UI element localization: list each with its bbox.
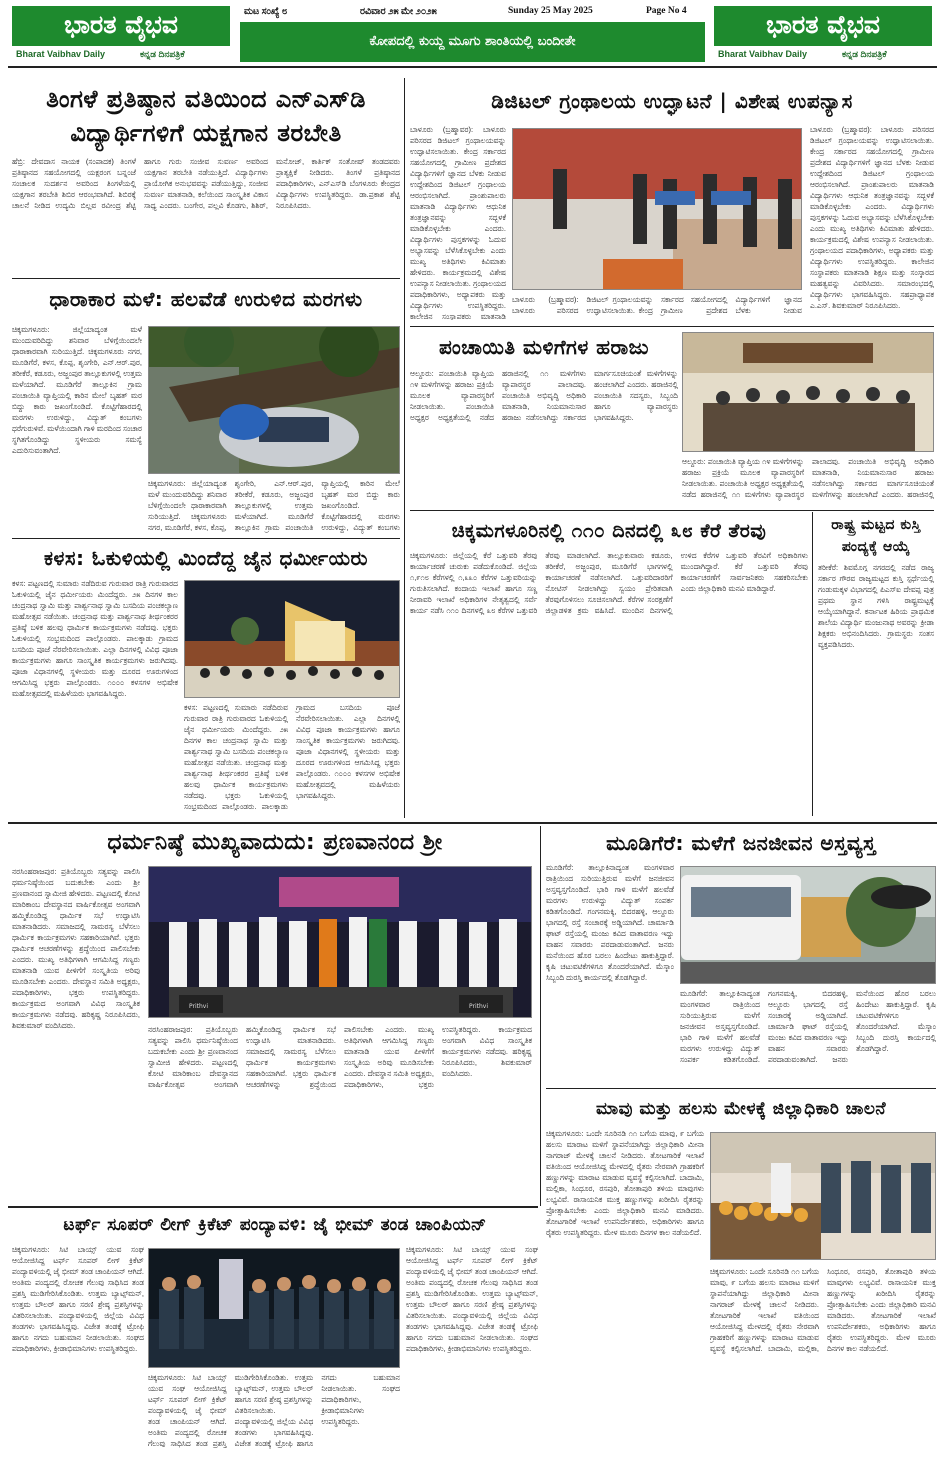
article-mango-cont-text: ಚಿಕ್ಕಮಗಳೂರು: ಒಂದೇ ಸೂರಿನಡಿ ೧೧ ಬಗೆಯ ಮಾವು, ೯ ಬಗೆಯ ಹಲಸು ಮಾರಾಟ ಮಳಿಗೆ ಸ್ಥಾಪನೆಯಾಗಿದ್ದು ಜಿಲ್ಲಾಧಿಕಾರಿ ಮೀನಾ ನಾಗರಾಜ್ ಮೇಳಕ್ಕೆ ಚಾಲನೆ ನೀಡಿದರು. ತೋಟಗಾರಿಕೆ ಇಲಾಖೆ ವತಿಯಿಂದ ಆಯೋಜಿಸಿದ್ದ ಮೇಳದಲ್ಲಿ ರೈತರು ನೇರವಾಗಿ ಗ್ರಾಹಕರಿಗೆ ಹಣ್ಣುಗಳನ್ನು ಮಾರಾಟ ಮಾಡುವ ವ್ಯವಸ್ಥೆ ಕಲ್ಪಿಸಲಾಗಿದೆ. ಬಾದಾಮಿ, ಮಲ್ಲಿಕಾ, ಸಿಂಧೂರ, ರಸಪುರಿ, ತೋತಾಪುರಿ ತಳಿಯ ಮಾವುಗಳು ಲಭ್ಯವಿವೆ. ರಾಸಾಯನಿಕ ಮುಕ್ತ ಹಣ್ಣುಗಳನ್ನು ಖರೀದಿಸಿ ರೈತರನ್ನು ಪ್ರೋತ್ಸಾಹಿಸಬೇಕು ಎಂದು ಜಿಲ್ಲಾಧಿಕಾರಿ ಮನವಿ ಮಾಡಿದರು. ತೋಟಗಾರಿಕೆ ಇಲಾಖೆ ಉಪನಿರ್ದೇಶಕರು, ಅಧಿಕಾರಿಗಳು ಹಾಗೂ ರೈತರು ಉಪಸ್ಥಿತರಿದ್ದರು. ಮೇಳ ಮೂರು ದಿನಗಳ ಕಾಲ ನಡೆಯಲಿದೆ.	[710, 1267, 936, 1353]
shop-auction-image	[683, 333, 934, 452]
column-divider	[812, 512, 813, 816]
headline-wrestling: ರಾಷ್ಟ್ರ ಮಟ್ಟದ ಕುಸ್ತಿ ಪಂದ್ಯಕ್ಕೆ ಆಯ್ಕೆ	[831, 517, 921, 555]
article-cricket-side-text: ಚಿಕ್ಕಮಗಳೂರು: ಸಿಟಿ ಬಾಯ್ಸ್ ಯುವ ಸಂಘ ಆಯೋಜಿಸಿದ್ದ ಟರ್ಫ್ ಸೂಪರ್ ಲೀಗ್ ಕ್ರಿಕೆಟ್ ಪಂದ್ಯಾವಳಿಯಲ್ಲಿ ಜೈ ಭೀಮ್ ತಂಡ ಚಾಂಪಿಯನ್ ಆಗಿದೆ. ಅಂತಿಮ ಪಂದ್ಯದಲ್ಲಿ ರೋಚಕ ಗೆಲುವು ಸಾಧಿಸಿದ ತಂಡ ಪ್ರಶಸ್ತಿ ಮುಡಿಗೇರಿಸಿಕೊಂಡಿತು. ಉತ್ತಮ ಬ್ಯಾಟ್ಸ್‌ಮನ್, ಉತ್ತಮ ಬೌಲರ್ ಹಾಗೂ ಸರಣಿ ಶ್ರೇಷ್ಠ ಪ್ರಶಸ್ತಿಗಳನ್ನು ವಿತರಿಸಲಾಯಿತು. ಪಂದ್ಯಾವಳಿಯಲ್ಲಿ ಜಿಲ್ಲೆಯ ವಿವಿಧ ತಂಡಗಳು ಭಾಗವಹಿಸಿದ್ದವು. ವಿಜೇತ ತಂಡಕ್ಕೆ ಟ್ರೋಫಿ ಹಾಗೂ ನಗದು ಬಹುಮಾನ ನೀಡಲಾಯಿತು. ಸಂಘದ ಪದಾಧಿಕಾರಿಗಳು, ಕ್ರೀಡಾಭಿಮಾನಿಗಳು ಉಪಸ್ಥಿತರಿದ್ದರು.	[406, 1245, 538, 1353]
headline-heavy-rain: ಧಾರಾಕಾರ ಮಳೆ: ಹಲವೆಡೆ ಉರುಳಿದ ಮರಗಳು	[49, 287, 363, 311]
article-divider	[12, 278, 400, 279]
masthead-left	[12, 6, 230, 46]
fallen-tree-photo	[148, 326, 400, 474]
issue-number: ಮಟ ಸಂಖ್ಯೆ ೮	[244, 7, 288, 17]
mango-fair-image	[711, 1133, 936, 1260]
article-mudigere-cont-text: ಮೂಡಿಗೆರೆ: ತಾಲ್ಲೂಕಿನಾದ್ಯಂತ ಮಂಗಳವಾರ ರಾತ್ರಿಯಿಂದ ಸುರಿಯುತ್ತಿರುವ ಮಳೆಗೆ ಜನಜೀವನ ಅಸ್ತವ್ಯಸ್ತಗೊಂಡಿದೆ. ಭಾರಿ ಗಾಳಿ ಮಳೆಗೆ ಹಲವೆಡೆ ಮರಗಳು ಉರುಳಿದ್ದು ವಿದ್ಯುತ್ ಸಂಪರ್ಕ ಕಡಿತಗೊಂಡಿದೆ. ಗಂಗನಮಕ್ಕಿ, ಬಿದರಹಳ್ಳಿ, ಆಲ್ದೂರು ಭಾಗದಲ್ಲಿ ರಸ್ತೆ ಸಂಚಾರಕ್ಕೆ ಅಡ್ಡಿಯಾಗಿದೆ. ಚಾರ್ಮಾಡಿ ಘಾಟ್ ರಸ್ತೆಯಲ್ಲಿ ಮಂಜು ಕವಿದ ವಾತಾವರಣ ಇದ್ದು ವಾಹನ ಸವಾರರು ಪರದಾಡುವಂತಾಗಿದೆ. ಜನರು ಮನೆಯಿಂದ ಹೊರ ಬರಲು ಹಿಂದೇಟು ಹಾಕುತ್ತಿದ್ದಾರೆ. ಕೃಷಿ ಚಟುವಟಿಕೆಗಳಿಗೂ ತೊಂದರೆಯಾಗಿದೆ. ಮೆಸ್ಕಾಂ ಸಿಬ್ಬಂದಿ ದುರಸ್ತಿ ಕಾರ್ಯದಲ್ಲಿ ತೊಡಗಿದ್ದಾರೆ.	[680, 989, 936, 1064]
masthead-title-left: ಭಾರತ ವೈಭವ	[64, 10, 178, 39]
headline-shop-auction: ಪಂಚಾಯಿತಿ ಮಳಿಗೆಗಳ ಹರಾಜು	[439, 335, 649, 359]
article-digital-library-continued	[512, 294, 802, 324]
jain-festival-photo	[184, 580, 400, 698]
headline-cricket: ಟರ್ಫ್ ಸೂಪರ್ ಲೀಗ್ ಕ್ರಿಕೆಟ್ ಪಂದ್ಯಾವಳಿ: ಜೈ ಭೀಮ್ ತಂಡ ಚಾಂಪಿಯನ್	[63, 1215, 487, 1235]
article-wrestling-body: ತರೀಕೆರೆ: ಶಿವಮೊಗ್ಗ ನಗರದಲ್ಲಿ ನಡೆದ ರಾಜ್ಯ ಸರ್ಕಾರ ಗೌರವ ರಾಜ್ಯಮಟ್ಟದ ಕುಸ್ತಿ ಸ್ಪರ್ಧೆಯಲ್ಲಿ ಗಂಡುಮಕ್ಕಳ ವಿಭಾಗದಲ್ಲಿ ಪಿಎಸ್‌ಐ ದೇವಪ್ಪ ಪುತ್ರ ಪ್ರಥಮ ಸ್ಥಾನ ಗಳಿಸಿ ರಾಷ್ಟ್ರಮಟ್ಟಕ್ಕೆ ಆಯ್ಕೆಯಾಗಿದ್ದಾನೆ. ಕರ್ನಾಟಕ ಹಿರಿಯ ಪ್ರಾಥಮಿಕ ಶಾಲೆಯ ವಿದ್ಯಾರ್ಥಿ ಮಂಜುನಾಥ ಅವರನ್ನು ಕ್ರೀಡಾ ಶಿಕ್ಷಕರು ಅಭಿನಂದಿಸಿದರು. ಗ್ರಾಮಸ್ಥರು ಸಂತಸ ವ್ಯಕ್ತಪಡಿಸಿದರು.	[818, 563, 934, 649]
headline-dharma: ಧರ್ಮನಿಷ್ಠೆ ಮುಖ್ಯವಾದುದು: ಪ್ರಣವಾನಂದ ಶ್ರೀ	[107, 830, 443, 855]
article-yakshagana-body: ಹೆಬ್ರಿ: ದೇವದಾಸ ನಾಯಕ (ಸಂಪಾದಕ) ತಿಂಗಳೆ ಪ್ರತಿಷ್ಠಾನದ ಸಹಯೋಗದಲ್ಲಿ ಯಕ್ಷರಂಗ ಬನ್ನಂಜೆ ಸಂಚಾಲಕ ಸುದರ್ಶನ ಅವರಿಂದ ತಿಂಗಳೆಯಲ್ಲಿ ಯಕ್ಷಗಾನ ತರಬೇತಿ ಶಿಬಿರ ಆರಂಭವಾಗಿದೆ. ಶಿಬಿರಕ್ಕೆ ಚಾಲನೆ ನೀಡಿದ ಉದ್ಯಮಿ ಬಿಲ್ಲವ ರವೀಂದ್ರ ಶೆಟ್ಟಿ ಹಾಗೂ ಗುರು ಸಂಜೀವ ಸುವರ್ಣ ಅವರಿಂದ ಯಕ್ಷಗಾನ ತರಬೇತಿ ನಡೆಯುತ್ತಿದೆ. ವಿದ್ಯಾರ್ಥಿಗಳು ಪ್ರಾಯೋಗಿಕ ಅನುಭವವನ್ನು ಪಡೆಯುತ್ತಿದ್ದು, ಸಂಜೀವ ಸುವರ್ಣ ಮಾತನಾಡಿ, ಕಲೆಯಿಂದ ಸಾಂಸ್ಕೃತಿಕ ವಿಕಾಸ ಸಾಧ್ಯ ಎಂದರು. ಬಂಗೇರ, ಪಲ್ಲವಿ ಕೊಡಗು, ಶಿಶಿರ್, ಮನೋಜ್, ಕಾರ್ತಿಕ್ ಸಂತೋಷ್ ತಂಡದವರು ಪ್ರಾತ್ಯಕ್ಷಿಕೆ ನೀಡಿದರು. ತಿಂಗಳೆ ಪ್ರತಿಷ್ಠಾನದ ಪದಾಧಿಕಾರಿಗಳು, ಎನ್‌ಎಸ್‌ಡಿ ಬೆಂಗಳೂರು ಕೇಂದ್ರದ ವಿದ್ಯಾರ್ಥಿಗಳು ಉಪಸ್ಥಿತರಿದ್ದರು. ಡಾ.ಪ್ರಕಾಶ ಶೆಟ್ಟಿ ನಿರೂಪಿಸಿದರು.	[12, 157, 400, 210]
mudigere-rain-photo	[680, 866, 936, 984]
article-cricket-body: ಚಿಕ್ಕಮಗಳೂರು: ಸಿಟಿ ಬಾಯ್ಸ್ ಯುವ ಸಂಘ ಆಯೋಜಿಸಿದ್ದ ಟರ್ಫ್ ಸೂಪರ್ ಲೀಗ್ ಕ್ರಿಕೆಟ್ ಪಂದ್ಯಾವಳಿಯಲ್ಲಿ ಜೈ ಭೀಮ್ ತಂಡ ಚಾಂಪಿಯನ್ ಆಗಿದೆ. ಅಂತಿಮ ಪಂದ್ಯದಲ್ಲಿ ರೋಚಕ ಗೆಲುವು ಸಾಧಿಸಿದ ತಂಡ ಪ್ರಶಸ್ತಿ ಮುಡಿಗೇರಿಸಿಕೊಂಡಿತು. ಉತ್ತಮ ಬ್ಯಾಟ್ಸ್‌ಮನ್, ಉತ್ತಮ ಬೌಲರ್ ಹಾಗೂ ಸರಣಿ ಶ್ರೇಷ್ಠ ಪ್ರಶಸ್ತಿಗಳನ್ನು ವಿತರಿಸಲಾಯಿತು. ಪಂದ್ಯಾವಳಿಯಲ್ಲಿ ಜಿಲ್ಲೆಯ ವಿವಿಧ ತಂಡಗಳು ಭಾಗವಹಿಸಿದ್ದವು. ವಿಜೇತ ತಂಡಕ್ಕೆ ಟ್ರೋಫಿ ಹಾಗೂ ನಗದು ಬಹುಮಾನ ನೀಡಲಾಯಿತು. ಸಂಘದ ಪದಾಧಿಕಾರಿಗಳು, ಕ್ರೀಡಾಭಿಮಾನಿಗಳು ಉಪಸ್ಥಿತರಿದ್ದರು.	[12, 1245, 144, 1353]
article-divider	[410, 326, 934, 327]
headline-digital-library: ಡಿಜಿಟಲ್ ಗ್ರಂಥಾಲಯ ಉದ್ಘಾಟನೆ | ವಿಶೇಷ ಉಪನ್ಯಾಸ	[491, 89, 853, 113]
column-divider	[540, 826, 541, 1206]
headline-jain-festival: ಕಳಸ: ಓಕುಳಿಯಲ್ಲಿ ಮಿಂದೆದ್ದ ಜೈನ ಧರ್ಮೀಯರು	[44, 546, 368, 570]
issue-strip	[240, 4, 705, 20]
article-shop-auction-body: ಆಲ್ದೂರು: ಪಂಚಾಯಿತಿ ವ್ಯಾಪ್ತಿಯ ೧೪ ಮಳಿಗೆಗಳನ್ನು ಹರಾಜು ಪ್ರಕ್ರಿಯೆ ಮೂಲಕ ವ್ಯಾಪಾರಸ್ಥರಿಗೆ ನೀಡಲಾಯಿತು. ಪಂಚಾಯಿತಿ ಅಧ್ಯಕ್ಷರ ಅಧ್ಯಕ್ಷತೆಯಲ್ಲಿ ನಡೆದ ಹರಾಜಿನಲ್ಲಿ ೧೧ ಮಳಿಗೆಗಳು ವ್ಯಾಪಾರಸ್ಥರ ಪಾಲಾದವು. ಪಂಚಾಯಿತಿ ಅಭಿವೃದ್ಧಿ ಅಧಿಕಾರಿ ಮಾತನಾಡಿ, ನಿಯಮಾನುಸಾರ ಹರಾಜು ನಡೆಸಲಾಗಿದ್ದು ಸರ್ಕಾರದ ಮಾರ್ಗಸೂಚಿಯಂತೆ ಮಳಿಗೆಗಳನ್ನು ಹಂಚಲಾಗಿದೆ ಎಂದರು. ಹರಾಜಿನಲ್ಲಿ ಪಂಚಾಯಿತಿ ಸದಸ್ಯರು, ಸಿಬ್ಬಂದಿ ಹಾಗೂ ವ್ಯಾಪಾರಸ್ಥರು ಭಾಗವಹಿಸಿದ್ದರು.	[410, 369, 678, 422]
article-dharma-body: ನರಸಿಂಹರಾಜಪುರ: ಪ್ರತಿಯೊಬ್ಬರು ಸತ್ಯವನ್ನು ಪಾಲಿಸಿ ಧರ್ಮನಿಷ್ಠೆಯಿಂದ ಬದುಕಬೇಕು ಎಂದು ಶ್ರೀ ಪ್ರಣವಾನಂದ ಸ್ವಾಮೀಜಿ ಹೇಳಿದರು. ಪಟ್ಟಣದಲ್ಲಿ ಕೋಟಿ ಮಾರಿಕಾಂಬ ದೇವಸ್ಥಾನದ ವಾರ್ಷಿಕೋತ್ಸವ ಅಂಗವಾಗಿ ಹಮ್ಮಿಕೊಂಡಿದ್ದ ಧಾರ್ಮಿಕ ಸಭೆ ಉದ್ಘಾಟಿಸಿ ಮಾತನಾಡಿದರು. ಸಮಾಜದಲ್ಲಿ ಸಾಮರಸ್ಯ ಬೆಳೆಸಲು ಧಾರ್ಮಿಕ ಕಾರ್ಯಕ್ರಮಗಳು ಸಹಕಾರಿಯಾಗಿವೆ. ಭಕ್ತರು ಧಾರ್ಮಿಕ ಆಚರಣೆಗಳನ್ನು ಶ್ರದ್ಧೆಯಿಂದ ಪಾಲಿಸಬೇಕು ಎಂದರು. ಮುಖ್ಯ ಅತಿಥಿಗಳಾಗಿ ಆಗಮಿಸಿದ್ದ ಗಣ್ಯರು ಮಾತನಾಡಿ ಯುವ ಪೀಳಿಗೆಗೆ ಸಂಸ್ಕೃತಿಯ ಅರಿವು ಮೂಡಿಸಬೇಕು ಎಂದರು. ದೇವಸ್ಥಾನ ಸಮಿತಿ ಅಧ್ಯಕ್ಷರು, ಪದಾಧಿಕಾರಿಗಳು, ಭಕ್ತರು ಉಪಸ್ಥಿತರಿದ್ದರು. ಕಾರ್ಯಕ್ರಮದ ಅಂಗವಾಗಿ ವಿವಿಧ ಸಾಂಸ್ಕೃತಿಕ ಕಾರ್ಯಕ್ರಮಗಳು ನಡೆದವು. ಹರಿಕೃಷ್ಣ ನಿರೂಪಿಸಿದರು, ಶಿವಕುಮಾರ್ ವಂದಿಸಿದರು.	[12, 867, 140, 1030]
article-digital-library-side	[810, 124, 934, 320]
fallen-tree-image	[149, 327, 400, 474]
article-auction-cont-text: ಆಲ್ದೂರು: ಪಂಚಾಯಿತಿ ವ್ಯಾಪ್ತಿಯ ೧೪ ಮಳಿಗೆಗಳನ್ನು ಹರಾಜು ಪ್ರಕ್ರಿಯೆ ಮೂಲಕ ವ್ಯಾಪಾರಸ್ಥರಿಗೆ ನೀಡಲಾಯಿತು. ಪಂಚಾಯಿತಿ ಅಧ್ಯಕ್ಷರ ಅಧ್ಯಕ್ಷತೆಯಲ್ಲಿ ನಡೆದ ಹರಾಜಿನಲ್ಲಿ ೧೧ ಮಳಿಗೆಗಳು ವ್ಯಾಪಾರಸ್ಥರ ಪಾಲಾದವು. ಪಂಚಾಯಿತಿ ಅಭಿವೃದ್ಧಿ ಅಧಿಕಾರಿ ಮಾತನಾಡಿ, ನಿಯಮಾನುಸಾರ ಹರಾಜು ನಡೆಸಲಾಗಿದ್ದು ಸರ್ಕಾರದ ಮಾರ್ಗಸೂಚಿಯಂತೆ ಮಳಿಗೆಗಳನ್ನು ಹಂಚಲಾಗಿದೆ ಎಂದರು. ಹರಾಜಿನಲ್ಲಿ	[682, 457, 934, 499]
edition-date-kn: ರವಿವಾರ ೨೫ ಮೇ ೨೦೨೫	[360, 7, 437, 17]
article-dharma-cont-text: ನರಸಿಂಹರಾಜಪುರ: ಪ್ರತಿಯೊಬ್ಬರು ಸತ್ಯವನ್ನು ಪಾಲಿಸಿ ಧರ್ಮನಿಷ್ಠೆಯಿಂದ ಬದುಕಬೇಕು ಎಂದು ಶ್ರೀ ಪ್ರಣವಾನಂದ ಸ್ವಾಮೀಜಿ ಹೇಳಿದರು. ಪಟ್ಟಣದಲ್ಲಿ ಕೋಟಿ ಮಾರಿಕಾಂಬ ದೇವಸ್ಥಾನದ ವಾರ್ಷಿಕೋತ್ಸವ ಅಂಗವಾಗಿ ಹಮ್ಮಿಕೊಂಡಿದ್ದ ಧಾರ್ಮಿಕ ಸಭೆ ಉದ್ಘಾಟಿಸಿ ಮಾತನಾಡಿದರು. ಸಮಾಜದಲ್ಲಿ ಸಾಮರಸ್ಯ ಬೆಳೆಸಲು ಧಾರ್ಮಿಕ ಕಾರ್ಯಕ್ರಮಗಳು ಸಹಕಾರಿಯಾಗಿವೆ. ಭಕ್ತರು ಧಾರ್ಮಿಕ ಆಚರಣೆಗಳನ್ನು ಶ್ರದ್ಧೆಯಿಂದ ಪಾಲಿಸಬೇಕು ಎಂದರು. ಮುಖ್ಯ ಅತಿಥಿಗಳಾಗಿ ಆಗಮಿಸಿದ್ದ ಗಣ್ಯರು ಮಾತನಾಡಿ ಯುವ ಪೀಳಿಗೆಗೆ ಸಂಸ್ಕೃತಿಯ ಅರಿವು ಮೂಡಿಸಬೇಕು ಎಂದರು. ದೇವಸ್ಥಾನ ಸಮಿತಿ ಅಧ್ಯಕ್ಷರು, ಪದಾಧಿಕಾರಿಗಳು, ಭಕ್ತರು ಉಪಸ್ಥಿತರಿದ್ದರು. ಕಾರ್ಯಕ್ರಮದ ಅಂಗವಾಗಿ ವಿವಿಧ ಸಾಂಸ್ಕೃತಿಕ ಕಾರ್ಯಕ್ರಮಗಳು ನಡೆದವು. ಹರಿಕೃಷ್ಣ ನಿರೂಪಿಸಿದರು, ಶಿವಕುಮಾರ್ ವಂದಿಸಿದರು.	[148, 1025, 532, 1089]
headline-mudigere-rain: ಮೂಡಿಗೆರೆ: ಮಳೆಗೆ ಜನಜೀವನ ಅಸ್ತವ್ಯಸ್ತ	[606, 831, 876, 855]
masthead-right	[714, 6, 932, 46]
shop-auction-photo	[682, 332, 934, 452]
cricket-team-photo	[148, 1248, 400, 1368]
digital-library-image	[513, 129, 802, 290]
article-dharma-continued	[148, 1024, 532, 1202]
mudigere-rain-image	[681, 867, 936, 984]
digital-library-photo	[512, 128, 802, 290]
speaker-brand-right: Prithvi	[469, 1003, 489, 1010]
article-library-side-text: ಬಾಳೂರು (ಬ್ರಹ್ಮಾವರ): ಬಾಳೂರು ಪರಿಸರದ ಡಿಜಿಟಲ್ ಗ್ರಂಥಾಲಯವನ್ನು ಉದ್ಘಾಟಿಸಲಾಯಿತು. ಕೇಂದ್ರ ಸರ್ಕಾರದ ಸಹಯೋಗದಲ್ಲಿ ಗ್ರಾಮೀಣ ಪ್ರದೇಶದ ವಿದ್ಯಾರ್ಥಿಗಳಿಗೆ ಜ್ಞಾನದ ಬೆಳಕು ನೀಡುವ ಉದ್ದೇಶದಿಂದ ಡಿಜಿಟಲ್ ಗ್ರಂಥಾಲಯ ಆರಂಭಿಸಲಾಗಿದೆ. ಪ್ರಾಂಶುಪಾಲರು ಮಾತನಾಡಿ ವಿದ್ಯಾರ್ಥಿಗಳು ಆಧುನಿಕ ತಂತ್ರಜ್ಞಾನವನ್ನು ಸದ್ಬಳಕೆ ಮಾಡಿಕೊಳ್ಳಬೇಕು ಎಂದರು. ವಿದ್ಯಾರ್ಥಿಗಳು ಪುಸ್ತಕಗಳನ್ನು ಓದುವ ಅಭ್ಯಾಸವನ್ನು ಬೆಳೆಸಿಕೊಳ್ಳಬೇಕು ಎಂದು ಮುಖ್ಯ ಅತಿಥಿಗಳು ಕಿವಿಮಾತು ಹೇಳಿದರು. ಕಾರ್ಯಕ್ರಮದಲ್ಲಿ ವಿಶೇಷ ಉಪನ್ಯಾಸ ನೀಡಲಾಯಿತು. ಗ್ರಂಥಾಲಯದ ಪದಾಧಿಕಾರಿಗಳು, ಅಧ್ಯಾಪಕರು ಮತ್ತು ವಿದ್ಯಾರ್ಥಿಗಳು ಉಪಸ್ಥಿತರಿದ್ದರು. ಕಾಲೇಜಿನ ಸಂಸ್ಥಾಪಕರು ಮಾತನಾಡಿ ಶಿಕ್ಷಣ ಮತ್ತು ಸಂಸ್ಕಾರದ ಮಹತ್ವವನ್ನು ವಿವರಿಸಿದರು. ಸಮಾರಂಭದಲ್ಲಿ ವಿದ್ಯಾರ್ಥಿಗಳು ಭಾಗವಹಿಸಿದ್ದರು. ಸಹಪ್ರಾಧ್ಯಾಪಕ ಎ.ಎಸ್. ಶಿವಕುಮಾರ್ ನಿರೂಪಿಸಿದರು.	[810, 125, 934, 310]
article-heavy-rain-body: ಚಿಕ್ಕಮಗಳೂರು: ಜಿಲ್ಲೆಯಾದ್ಯಂತ ಮಳೆ ಮುಂದುವರಿದಿದ್ದು ಶನಿವಾರ ಬೆಳಿಗ್ಗೆಯಿಂದಲೇ ಧಾರಾಕಾರವಾಗಿ ಸುರಿಯುತ್ತಿದೆ. ಚಿಕ್ಕಮಗಳೂರು ನಗರ, ಮೂಡಿಗೆರೆ, ಕಳಸ, ಕೊಪ್ಪ, ಶೃಂಗೇರಿ, ಎನ್.ಆರ್.ಪುರ, ತರೀಕೆರೆ, ಕಡೂರು, ಅಜ್ಜಂಪುರ ತಾಲ್ಲೂಕುಗಳಲ್ಲಿ ಉತ್ತಮ ಮಳೆಯಾಗಿದೆ. ಮೂಡಿಗೆರೆ ತಾಲ್ಲೂಕಿನ ಗ್ರಾಮ ಪಂಚಾಯಿತಿ ವ್ಯಾಪ್ತಿಯಲ್ಲಿ ಕಾರಿನ ಮೇಲೆ ಬೃಹತ್ ಮರ ಬಿದ್ದು ಕಾರು ಜಖಂಗೊಂಡಿದೆ. ಕೊಟ್ಟಿಗೆಹಾರದಲ್ಲಿ ಮರಗಳು ಉರುಳಿದ್ದು, ವಿದ್ಯುತ್ ಕಂಬಗಳು ಧರೆಗುರುಳಿವೆ. ಮಳೆಯಿಂದಾಗಿ ಗಾಳಿ ಮರದಿಂದ ಸಂಚಾರ ಸ್ಥಗಿತಗೊಂಡಿದ್ದು ಸ್ಥಳೀಯರು ಸಮಸ್ಯೆ ಎದುರಿಸುವಂತಾಗಿದೆ.	[12, 325, 142, 455]
article-mango-fair-body: ಚಿಕ್ಕಮಗಳೂರು: ಒಂದೇ ಸೂರಿನಡಿ ೧೧ ಬಗೆಯ ಮಾವು, ೯ ಬಗೆಯ ಹಲಸು ಮಾರಾಟ ಮಳಿಗೆ ಸ್ಥಾಪನೆಯಾಗಿದ್ದು ಜಿಲ್ಲಾಧಿಕಾರಿ ಮೀನಾ ನಾಗರಾಜ್ ಮೇಳಕ್ಕೆ ಚಾಲನೆ ನೀಡಿದರು. ತೋಟಗಾರಿಕೆ ಇಲಾಖೆ ವತಿಯಿಂದ ಆಯೋಜಿಸಿದ್ದ ಮೇಳದಲ್ಲಿ ರೈತರು ನೇರವಾಗಿ ಗ್ರಾಹಕರಿಗೆ ಹಣ್ಣುಗಳನ್ನು ಮಾರಾಟ ಮಾಡುವ ವ್ಯವಸ್ಥೆ ಕಲ್ಪಿಸಲಾಗಿದೆ. ಬಾದಾಮಿ, ಮಲ್ಲಿಕಾ, ಸಿಂಧೂರ, ರಸಪುರಿ, ತೋತಾಪುರಿ ತಳಿಯ ಮಾವುಗಳು ಲಭ್ಯವಿವೆ. ರಾಸಾಯನಿಕ ಮುಕ್ತ ಹಣ್ಣುಗಳನ್ನು ಖರೀದಿಸಿ ರೈತರನ್ನು ಪ್ರೋತ್ಸಾಹಿಸಬೇಕು ಎಂದು ಜಿಲ್ಲಾಧಿಕಾರಿ ಮನವಿ ಮಾಡಿದರು. ತೋಟಗಾರಿಕೆ ಇಲಾಖೆ ಉಪನಿರ್ದೇಶಕರು, ಅಧಿಕಾರಿಗಳು ಹಾಗೂ ರೈತರು ಉಪಸ್ಥಿತರಿದ್ದರು. ಮೇಳ ಮೂರು ದಿನಗಳ ಕಾಲ ನಡೆಯಲಿದೆ.	[546, 1129, 704, 1237]
top-banner: ಕೋಪದಲ್ಲಿ ಕುಯ್ದ ಮೂಗು ಶಾಂತಿಯಲ್ಲಿ ಬಂದೀತೇ	[240, 22, 705, 62]
article-cricket-continued	[148, 1372, 400, 1454]
article-cricket-side	[406, 1244, 538, 1454]
section-rule	[8, 1206, 538, 1208]
article-library-cont-text: ಬಾಳೂರು (ಬ್ರಹ್ಮಾವರ): ಬಾಳೂರು ಪರಿಸರದ ಡಿಜಿಟಲ್ ಗ್ರಂಥಾಲಯವನ್ನು ಉದ್ಘಾಟಿಸಲಾಯಿತು. ಕೇಂದ್ರ ಸರ್ಕಾರದ ಸಹಯೋಗದಲ್ಲಿ ಗ್ರಾಮೀಣ ಪ್ರದೇಶದ ವಿದ್ಯಾರ್ಥಿಗಳಿಗೆ ಜ್ಞಾನದ ಬೆಳಕು ನೀಡುವ	[512, 295, 802, 315]
jain-festival-image	[185, 581, 400, 698]
article-divider	[546, 1088, 936, 1089]
masthead-subtitle-right: Bharat Vaibhav Daily	[718, 49, 808, 59]
section-rule	[8, 822, 937, 824]
headline-lake-clearance: ಚಿಕ್ಕಮಗಳೂರಿನಲ್ಲಿ ೧೧೦ ದಿನದಲ್ಲಿ ೩೮ ಕೆರೆ ತೆರವು	[451, 520, 767, 542]
dharma-event-image	[149, 867, 532, 1018]
article-divider	[12, 538, 400, 539]
dharma-event-photo	[148, 866, 532, 1018]
speaker-brand-left: Prithvi	[189, 1003, 209, 1010]
article-jain-cont-text: ಕಳಸ: ಪಟ್ಟಣದಲ್ಲಿ ಸುಮಾರು ನಡೆದಿರುವ ಗುರುವಾರ ರಾತ್ರಿ ಗುರುವಾರದ ಓಕುಳಿಯಲ್ಲಿ ಜೈನ ಧರ್ಮೀಯರು ಮಿಂದೆದ್ದರು. ೨೫ ದಿನಗಳ ಕಾಲ ಚಂದ್ರನಾಥ ಸ್ವಾಮಿ ಮತ್ತು ಪಾರ್ಶ್ವನಾಥ ಸ್ವಾಮಿ ಬಸದಿಯ ಪಂಚಕಲ್ಯಾಣ ಮಹೋತ್ಸವ ನಡೆಯಿತು. ಚಂದ್ರನಾಥ ಮತ್ತು ಪಾರ್ಶ್ವನಾಥ ತೀರ್ಥಂಕರರ ಪ್ರತಿಷ್ಠೆ ಬಳಿಕ ಹಲವು ಧಾರ್ಮಿಕ ಕಾರ್ಯಕ್ರಮಗಳು ನಡೆದವು. ಭಕ್ತರು ಓಕುಳಿಯಲ್ಲಿ ಸಂಭ್ರಮದಿಂದ ಪಾಲ್ಗೊಂಡರು. ಪಾಲಕ್ಕಾಡು ಗ್ರಾಮದ ಬಸದಿಯ ಪೂಜೆ ನೆರವೇರಿಸಲಾಯಿತು. ಎಲ್ಲಾ ದಿನಗಳಲ್ಲಿ ವಿವಿಧ ಪೂಜಾ ಕಾರ್ಯಕ್ರಮಗಳು ಹಾಗೂ ಸಾಂಸ್ಕೃತಿಕ ಕಾರ್ಯಕ್ರಮಗಳು ಜರುಗಿದವು. ಪೂಜಾ ವಿಧಾನಗಳಲ್ಲಿ ಸ್ಥಳೀಯರು ಮತ್ತು ದೂರದ ಊರುಗಳಿಂದ ಆಗಮಿಸಿದ್ದ ಭಕ್ತರು ಪಾಲ್ಗೊಂಡರು. ೧೦೦೦ ಕಳಸಗಳ ಅಭಿಷೇಕ ಮಹೋತ್ಸವದಲ್ಲಿ ಮಹಿಳೆಯರು ಭಾಗವಹಿಸಿದ್ದರು.	[184, 703, 400, 811]
cricket-team-image	[149, 1249, 400, 1368]
edition-date-en: Sunday 25 May 2025	[508, 6, 593, 16]
mango-fair-photo	[710, 1132, 936, 1260]
article-divider	[410, 510, 934, 511]
masthead-tagline-right: ಕನ್ನಡ ದಿನಪತ್ರಿಕೆ	[842, 49, 887, 59]
headline-yakshagana: ತಿಂಗಳೆ ಪ್ರತಿಷ್ಠಾನ ವತಿಯಿಂದ ಎನ್ಎಸ್‌ಡಿ ವಿದ್ಯಾರ್ಥಿಗಳಿಗೆ ಯಕ್ಷಗಾನ ತರಬೇತಿ	[46, 85, 366, 147]
article-mudigere-body: ಮೂಡಿಗೆರೆ: ತಾಲ್ಲೂಕಿನಾದ್ಯಂತ ಮಂಗಳವಾರ ರಾತ್ರಿಯಿಂದ ಸುರಿಯುತ್ತಿರುವ ಮಳೆಗೆ ಜನಜೀವನ ಅಸ್ತವ್ಯಸ್ತಗೊಂಡಿದೆ. ಭಾರಿ ಗಾಳಿ ಮಳೆಗೆ ಹಲವೆಡೆ ಮರಗಳು ಉರುಳಿದ್ದು ವಿದ್ಯುತ್ ಸಂಪರ್ಕ ಕಡಿತಗೊಂಡಿದೆ. ಗಂಗನಮಕ್ಕಿ, ಬಿದರಹಳ್ಳಿ, ಆಲ್ದೂರು ಭಾಗದಲ್ಲಿ ರಸ್ತೆ ಸಂಚಾರಕ್ಕೆ ಅಡ್ಡಿಯಾಗಿದೆ. ಚಾರ್ಮಾಡಿ ಘಾಟ್ ರಸ್ತೆಯಲ್ಲಿ ಮಂಜು ಕವಿದ ವಾತಾವರಣ ಇದ್ದು ವಾಹನ ಸವಾರರು ಪರದಾಡುವಂತಾಗಿದೆ. ಜನರು ಮನೆಯಿಂದ ಹೊರ ಬರಲು ಹಿಂದೇಟು ಹಾಕುತ್ತಿದ್ದಾರೆ. ಕೃಷಿ ಚಟುವಟಿಕೆಗಳಿಗೂ ತೊಂದರೆಯಾಗಿದೆ. ಮೆಸ್ಕಾಂ ಸಿಬ್ಬಂದಿ ದುರಸ್ತಿ ಕಾರ್ಯದಲ್ಲಿ ತೊಡಗಿದ್ದಾರೆ.	[546, 863, 674, 982]
article-jain-festival-body: ಕಳಸ: ಪಟ್ಟಣದಲ್ಲಿ ಸುಮಾರು ನಡೆದಿರುವ ಗುರುವಾರ ರಾತ್ರಿ ಗುರುವಾರದ ಓಕುಳಿಯಲ್ಲಿ ಜೈನ ಧರ್ಮೀಯರು ಮಿಂದೆದ್ದರು. ೨೫ ದಿನಗಳ ಕಾಲ ಚಂದ್ರನಾಥ ಸ್ವಾಮಿ ಮತ್ತು ಪಾರ್ಶ್ವನಾಥ ಸ್ವಾಮಿ ಬಸದಿಯ ಪಂಚಕಲ್ಯಾಣ ಮಹೋತ್ಸವ ನಡೆಯಿತು. ಚಂದ್ರನಾಥ ಮತ್ತು ಪಾರ್ಶ್ವನಾಥ ತೀರ್ಥಂಕರರ ಪ್ರತಿಷ್ಠೆ ಬಳಿಕ ಹಲವು ಧಾರ್ಮಿಕ ಕಾರ್ಯಕ್ರಮಗಳು ನಡೆದವು. ಭಕ್ತರು ಓಕುಳಿಯಲ್ಲಿ ಸಂಭ್ರಮದಿಂದ ಪಾಲ್ಗೊಂಡರು. ಪಾಲಕ್ಕಾಡು ಗ್ರಾಮದ ಬಸದಿಯ ಪೂಜೆ ನೆರವೇರಿಸಲಾಯಿತು. ಎಲ್ಲಾ ದಿನಗಳಲ್ಲಿ ವಿವಿಧ ಪೂಜಾ ಕಾರ್ಯಕ್ರಮಗಳು ಹಾಗೂ ಸಾಂಸ್ಕೃತಿಕ ಕಾರ್ಯಕ್ರಮಗಳು ಜರುಗಿದವು. ಪೂಜಾ ವಿಧಾನಗಳಲ್ಲಿ ಸ್ಥಳೀಯರು ಮತ್ತು ದೂರದ ಊರುಗಳಿಂದ ಆಗಮಿಸಿದ್ದ ಭಕ್ತರು ಪಾಲ್ಗೊಂಡರು. ೧೦೦೦ ಕಳಸಗಳ ಅಭಿಷೇಕ ಮಹೋತ್ಸವದಲ್ಲಿ ಮಹಿಳೆಯರು ಭಾಗವಹಿಸಿದ್ದರು.	[12, 579, 178, 698]
article-mudigere-continued	[680, 988, 936, 1082]
article-shop-auction-caption	[682, 456, 934, 504]
article-jain-festival-continued	[184, 702, 400, 814]
article-heavy-rain-continued	[148, 478, 400, 534]
masthead-title-right: ಭಾರತ ವೈಭವ	[766, 10, 880, 39]
masthead-subtitle-left: Bharat Vaibhav Daily	[16, 49, 106, 59]
masthead-tagline-left: ಕನ್ನಡ ದಿನಪತ್ರಿಕೆ	[140, 49, 185, 59]
article-lake-clearance-body: ಚಿಕ್ಕಮಗಳೂರು: ಜಿಲ್ಲೆಯಲ್ಲಿ ಕೆರೆ ಒತ್ತುವರಿ ತೆರವು ಕಾರ್ಯಾಚರಣೆ ಚುರುಕು ಪಡೆದುಕೊಂಡಿದೆ. ಜಿಲ್ಲೆಯ ೧,೯೧೮ ಕೆರೆಗಳಲ್ಲಿ ೧,೩೩೦ ಕೆರೆಗಳ ಒತ್ತುವರಿಯನ್ನು ಗುರುತಿಸಲಾಗಿದೆ. ಕಂದಾಯ ಇಲಾಖೆ ಹಾಗೂ ಸಣ್ಣ ನೀರಾವರಿ ಇಲಾಖೆ ಅಧಿಕಾರಿಗಳ ನೇತೃತ್ವದಲ್ಲಿ ಸರ್ವೆ ಕಾರ್ಯ ನಡೆಸಿ ೧೧೦ ದಿನಗಳಲ್ಲಿ ೩೮ ಕೆರೆಗಳ ಒತ್ತುವರಿ ತೆರವು ಮಾಡಲಾಗಿದೆ. ತಾಲ್ಲೂಕುವಾರು ಕಡೂರು, ತರೀಕೆರೆ, ಅಜ್ಜಂಪುರ, ಮೂಡಿಗೆರೆ ಭಾಗಗಳಲ್ಲಿ ಕಾರ್ಯಾಚರಣೆ ನಡೆಸಲಾಗಿದೆ. ಒತ್ತುವರಿದಾರರಿಗೆ ನೋಟಿಸ್ ನೀಡಲಾಗಿದ್ದು ಸ್ವಯಂ ಪ್ರೇರಿತವಾಗಿ ತೆರವುಗೊಳಿಸಲು ಸೂಚಿಸಲಾಗಿದೆ. ಕೆರೆಗಳ ಸಂರಕ್ಷಣೆಗೆ ಜಿಲ್ಲಾಡಳಿತ ಕ್ರಮ ವಹಿಸಿದೆ. ಮುಂದಿನ ದಿನಗಳಲ್ಲಿ ಉಳಿದ ಕೆರೆಗಳ ಒತ್ತುವರಿ ತೆರವಿಗೆ ಅಧಿಕಾರಿಗಳು ಮುಂದಾಗಿದ್ದಾರೆ. ಕೆರೆ ಒತ್ತುವರಿ ತೆರವು ಕಾರ್ಯಾಚರಣೆಗೆ ಸಾರ್ವಜನಿಕರು ಸಹಕರಿಸಬೇಕು ಎಂದು ಜಿಲ್ಲಾಧಿಕಾರಿ ಮನವಿ ಮಾಡಿದ್ದಾರೆ.	[410, 551, 808, 615]
article-cricket-cont-text: ಚಿಕ್ಕಮಗಳೂರು: ಸಿಟಿ ಬಾಯ್ಸ್ ಯುವ ಸಂಘ ಆಯೋಜಿಸಿದ್ದ ಟರ್ಫ್ ಸೂಪರ್ ಲೀಗ್ ಕ್ರಿಕೆಟ್ ಪಂದ್ಯಾವಳಿಯಲ್ಲಿ ಜೈ ಭೀಮ್ ತಂಡ ಚಾಂಪಿಯನ್ ಆಗಿದೆ. ಅಂತಿಮ ಪಂದ್ಯದಲ್ಲಿ ರೋಚಕ ಗೆಲುವು ಸಾಧಿಸಿದ ತಂಡ ಪ್ರಶಸ್ತಿ ಮುಡಿಗೇರಿಸಿಕೊಂಡಿತು. ಉತ್ತಮ ಬ್ಯಾಟ್ಸ್‌ಮನ್, ಉತ್ತಮ ಬೌಲರ್ ಹಾಗೂ ಸರಣಿ ಶ್ರೇಷ್ಠ ಪ್ರಶಸ್ತಿಗಳನ್ನು ವಿತರಿಸಲಾಯಿತು. ಪಂದ್ಯಾವಳಿಯಲ್ಲಿ ಜಿಲ್ಲೆಯ ವಿವಿಧ ತಂಡಗಳು ಭಾಗವಹಿಸಿದ್ದವು. ವಿಜೇತ ತಂಡಕ್ಕೆ ಟ್ರೋಫಿ ಹಾಗೂ ನಗದು ಬಹುಮಾನ ನೀಡಲಾಯಿತು. ಸಂಘದ ಪದಾಧಿಕಾರಿಗಳು, ಕ್ರೀಡಾಭಿಮಾನಿಗಳು ಉಪಸ್ಥಿತರಿದ್ದರು.	[148, 1373, 400, 1448]
article-mango-fair-continued	[710, 1266, 936, 1454]
column-divider	[404, 78, 405, 818]
top-rule	[8, 66, 937, 68]
headline-mango-fair: ಮಾವು ಮತ್ತು ಹಲಸು ಮೇಳಕ್ಕೆ ಜಿಲ್ಲಾಧಿಕಾರಿ ಚಾಲನೆ	[595, 1099, 887, 1119]
page-number: Page No 4	[646, 6, 687, 16]
article-heavy-rain-cont-text: ಚಿಕ್ಕಮಗಳೂರು: ಜಿಲ್ಲೆಯಾದ್ಯಂತ ಮಳೆ ಮುಂದುವರಿದಿದ್ದು ಶನಿವಾರ ಬೆಳಿಗ್ಗೆಯಿಂದಲೇ ಧಾರಾಕಾರವಾಗಿ ಸುರಿಯುತ್ತಿದೆ. ಚಿಕ್ಕಮಗಳೂರು ನಗರ, ಮೂಡಿಗೆರೆ, ಕಳಸ, ಕೊಪ್ಪ, ಶೃಂಗೇರಿ, ಎನ್.ಆರ್.ಪುರ, ತರೀಕೆರೆ, ಕಡೂರು, ಅಜ್ಜಂಪುರ ತಾಲ್ಲೂಕುಗಳಲ್ಲಿ ಉತ್ತಮ ಮಳೆಯಾಗಿದೆ. ಮೂಡಿಗೆರೆ ತಾಲ್ಲೂಕಿನ ಗ್ರಾಮ ಪಂಚಾಯಿತಿ ವ್ಯಾಪ್ತಿಯಲ್ಲಿ ಕಾರಿನ ಮೇಲೆ ಬೃಹತ್ ಮರ ಬಿದ್ದು ಕಾರು ಜಖಂಗೊಂಡಿದೆ. ಕೊಟ್ಟಿಗೆಹಾರದಲ್ಲಿ ಮರಗಳು ಉರುಳಿದ್ದು, ವಿದ್ಯುತ್ ಕಂಬಗಳು	[148, 479, 400, 532]
article-digital-library-body: ಬಾಳೂರು (ಬ್ರಹ್ಮಾವರ): ಬಾಳೂರು ಪರಿಸರದ ಡಿಜಿಟಲ್ ಗ್ರಂಥಾಲಯವನ್ನು ಉದ್ಘಾಟಿಸಲಾಯಿತು. ಕೇಂದ್ರ ಸರ್ಕಾರದ ಸಹಯೋಗದಲ್ಲಿ ಗ್ರಾಮೀಣ ಪ್ರದೇಶದ ವಿದ್ಯಾರ್ಥಿಗಳಿಗೆ ಜ್ಞಾನದ ಬೆಳಕು ನೀಡುವ ಉದ್ದೇಶದಿಂದ ಡಿಜಿಟಲ್ ಗ್ರಂಥಾಲಯ ಆರಂಭಿಸಲಾಗಿದೆ. ಪ್ರಾಂಶುಪಾಲರು ಮಾತನಾಡಿ ವಿದ್ಯಾರ್ಥಿಗಳು ಆಧುನಿಕ ತಂತ್ರಜ್ಞಾನವನ್ನು ಸದ್ಬಳಕೆ ಮಾಡಿಕೊಳ್ಳಬೇಕು ಎಂದರು. ವಿದ್ಯಾರ್ಥಿಗಳು ಪುಸ್ತಕಗಳನ್ನು ಓದುವ ಅಭ್ಯಾಸವನ್ನು ಬೆಳೆಸಿಕೊಳ್ಳಬೇಕು ಎಂದು ಮುಖ್ಯ ಅತಿಥಿಗಳು ಕಿವಿಮಾತು ಹೇಳಿದರು. ಕಾರ್ಯಕ್ರಮದಲ್ಲಿ ವಿಶೇಷ ಉಪನ್ಯಾಸ ನೀಡಲಾಯಿತು. ಗ್ರಂಥಾಲಯದ ಪದಾಧಿಕಾರಿಗಳು, ಅಧ್ಯಾಪಕರು ಮತ್ತು ವಿದ್ಯಾರ್ಥಿಗಳು ಉಪಸ್ಥಿತರಿದ್ದರು. ಕಾಲೇಜಿನ ಸಂಸ್ಥಾಪಕರು ಮಾತನಾಡಿ	[410, 125, 506, 320]
